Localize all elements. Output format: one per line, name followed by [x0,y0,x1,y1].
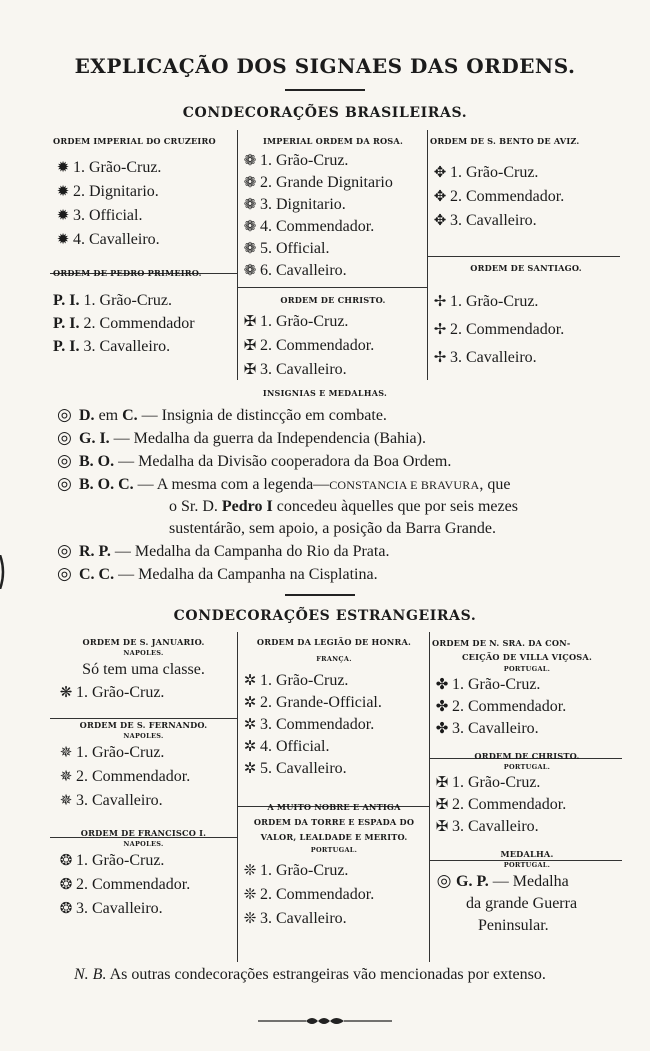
list-item: ✤ 2. Commendador. [432,696,622,718]
list-item: ✢ 3. Cavalleiro. [430,344,622,372]
country-label: PORTUGAL. [503,861,551,869]
list-item: ✢ 1. Grão-Cruz. [430,288,622,316]
list-item: ✲ 1. Grão-Cruz. [240,670,428,692]
list-item: ✵ 2. Commendador. [50,765,237,789]
section-title-estrangeiras: CONDECORAÇÕES ESTRANGEIRAS. [173,608,477,624]
rose-medal-icon: ❁ [243,219,257,235]
column-divider [237,632,238,962]
star-medal-icon: ✹ [56,184,70,200]
list-item: ❋ 1. Grão-Cruz. [50,681,237,705]
medal-row: ◎ B. O. — Medalha da Divisão cooperadora da Boa Ordem. [57,451,452,470]
list-item: P. I. 3. Cavalleiro. [53,338,171,355]
list-item: ✲ 3. Commendador. [240,714,428,736]
country-label: PORTUGAL. [310,846,358,854]
fernando-cross-icon: ✵ [59,769,73,785]
christ-cross-icon: ✠ [243,362,257,378]
column-franca-torre [240,636,428,931]
ornament-divider-icon [258,1014,392,1028]
list-item: ❂ 3. Cavalleiro. [50,897,237,921]
section-title-brasileiras: CONDECORAÇÕES BRASILEIRAS. [182,105,468,121]
list-item: ❂ 2. Commendador. [50,873,237,897]
margin-mark [0,555,6,589]
list-item: ✤ 1. Grão-Cruz. [432,674,622,696]
order-heading: ORDEM DE S. BENTO DE AVIZ. [430,136,580,146]
list-item: ✠ 3. Cavalleiro. [240,358,426,382]
country-label: PORTUGAL. [503,665,551,673]
list-item: P. I. 1. Grão-Cruz. [53,292,172,309]
star-medal-icon: ✹ [56,160,70,176]
legion-star-icon: ✲ [243,717,257,733]
list-item: ✵ 1. Grão-Cruz. [50,741,237,765]
order-heading: ORDEM DE N. SRA. DA CON- [432,638,571,648]
medal-row: ◎ R. P. — Medalha da Campanha do Rio da Prata. [57,541,390,560]
list-item: ❊ 3. Cavalleiro. [240,907,428,931]
list-item: P. I. 2. Commendador [53,315,195,332]
medal-row-continuation: o Sr. D. Pedro I concedeu àquelles que por seis mezes [169,498,518,515]
legion-star-icon: ✲ [243,739,257,755]
order-heading: ORDEM IMPERIAL DO CRUZEIRO [53,136,216,146]
fernando-cross-icon: ✵ [59,745,73,761]
ring-medal-icon: ◎ [436,871,452,890]
tower-star-icon: ❊ [243,911,257,927]
page-title: EXPLICAÇÃO DOS SIGNAES DAS ORDENS. [74,54,576,78]
column-napoles [50,636,237,921]
list-item: ✲ 5. Cavalleiro. [240,758,428,780]
order-heading: ORDEM DA TORRE E ESPADA DO [253,817,415,827]
aviz-cross-icon: ✥ [433,165,447,181]
legion-star-icon: ✲ [243,695,257,711]
order-heading: ORDEM DE SANTIAGO. [470,263,582,273]
list-item: ✢ 2. Commendador. [430,316,622,344]
list-item: ❊ 1. Grão-Cruz. [240,859,428,883]
country-label: FRANÇA. [316,655,352,663]
francisco-medal-icon: ❂ [59,853,73,869]
francisco-medal-icon: ❂ [59,877,73,893]
country-label: NAPOLES. [123,732,164,740]
star-medal-icon: ✹ [56,208,70,224]
christ-cross-icon: ✠ [435,775,449,791]
footnote: N. B. As outras condecorações estrangeiras vão mencionadas por extenso. [74,966,546,983]
tower-star-icon: ❊ [243,863,257,879]
order-heading: CEIÇÃO DE VILLA VIÇOSA. [461,652,593,662]
medal-row-continuation: da grande Guerra [466,895,578,912]
ring-medal-icon: ◎ [57,428,72,447]
ring-medal-icon: ◎ [57,451,72,470]
rose-medal-icon: ❁ [243,175,257,191]
list-item: ❁ 3. Dignitario. [240,194,426,216]
tower-star-icon: ❊ [243,887,257,903]
insignias-heading: INSIGNIAS E MEDALHAS. [262,388,388,398]
list-item: ❊ 2. Commendador. [240,883,428,907]
legion-star-icon: ✲ [243,673,257,689]
list-item: ✹ 1. Grão-Cruz. [53,156,237,180]
list-item: ✠ 3. Cavalleiro. [432,816,622,838]
class-note: Só tem uma classe. [82,661,205,678]
santiago-cross-icon: ✢ [433,322,447,338]
list-item: ✤ 3. Cavalleiro. [432,718,622,740]
aviz-cross-icon: ✥ [433,189,447,205]
order-heading: ORDEM DE CHRISTO. [474,751,580,761]
rose-medal-icon: ❁ [243,197,257,213]
ring-medal-icon: ◎ [57,474,72,493]
conceicao-cross-icon: ✤ [435,699,449,715]
column-portugal [432,636,622,937]
order-heading: ORDEM DA LEGIÃO DE HONRA. [256,637,412,647]
column-divider [427,130,428,380]
list-item: ❂ 1. Grão-Cruz. [50,849,237,873]
ring-medal-icon: ◎ [57,564,72,583]
ring-medal-icon: ◎ [57,541,72,560]
section-rule [285,594,355,596]
column-rosa-christo [240,135,426,382]
list-item: ✥ 3. Cavalleiro. [430,209,622,233]
list-item: ✹ 4. Cavalleiro. [53,228,237,252]
christ-cross-icon: ✠ [435,797,449,813]
santiago-cross-icon: ✢ [433,294,447,310]
column-cruzeiro-pedro [53,135,237,358]
order-heading: IMPERIAL ORDEM DA ROSA. [262,136,404,146]
medal-list [57,404,627,586]
francisco-medal-icon: ❂ [59,901,73,917]
list-item: ❁ 2. Grande Dignitario [240,172,426,194]
list-item: ✥ 1. Grão-Cruz. [430,161,622,185]
order-heading: ORDEM DE S. FERNANDO. [79,720,208,730]
ring-medal-icon: ◎ [57,405,72,424]
list-item: ❁ 4. Commendador. [240,216,426,238]
medal-row: ◎ G. P. — Medalha [432,870,622,893]
country-label: NAPOLES. [123,840,164,848]
medal-row: ◎ B. O. C. — A mesma com a legenda—CONSTANCIA E BRAVURA, que [57,474,511,493]
list-item: ✠ 1. Grão-Cruz. [432,772,622,794]
order-heading: ORDEM DE FRANCISCO I. [80,828,207,838]
list-item: ✠ 1. Grão-Cruz. [240,310,426,334]
country-label: NAPOLES. [123,649,164,657]
column-aviz-santiago [430,135,622,372]
rose-medal-icon: ❁ [243,263,257,279]
order-heading: ORDEM DE PEDRO PRIMEIRO. [53,268,202,278]
order-heading: VALOR, LEALDADE E MERITO. [260,832,408,842]
medal-row-continuation: sustentárão, sem apoio, a posição da Barra Grande. [169,520,496,537]
list-item: ✲ 4. Official. [240,736,428,758]
christ-cross-icon: ✠ [243,314,257,330]
list-item: ❁ 6. Cavalleiro. [240,260,426,282]
snowflake-cross-icon: ❋ [59,685,73,701]
order-heading: ORDEM DE S. JANUARIO. [82,637,205,647]
conceicao-cross-icon: ✤ [435,721,449,737]
medal-row: ◎ C. C. — Medalha da Campanha na Cisplatina. [57,564,378,583]
medal-row: ◎ G. I. — Medalha da guerra da Independencia (Bahia). [57,428,426,447]
list-item: ✥ 2. Commendador. [430,185,622,209]
medal-row: ◎ D. em C. — Insignia de distincção em combate. [57,405,387,424]
medal-row-continuation: Peninsular. [478,917,549,934]
list-item: ✹ 2. Dignitario. [53,180,237,204]
column-divider [237,130,238,380]
list-item: ✠ 2. Commendador. [240,334,426,358]
star-medal-icon: ✹ [56,232,70,248]
title-rule [285,89,365,91]
aviz-cross-icon: ✥ [433,213,447,229]
santiago-cross-icon: ✢ [433,350,447,366]
christ-cross-icon: ✠ [243,338,257,354]
list-item: ✵ 3. Cavalleiro. [50,789,237,813]
list-item: ❁ 5. Official. [240,238,426,260]
conceicao-cross-icon: ✤ [435,677,449,693]
column-divider [429,632,430,962]
rose-medal-icon: ❁ [243,153,257,169]
list-item: ✠ 2. Commendador. [432,794,622,816]
legion-star-icon: ✲ [243,761,257,777]
fernando-cross-icon: ✵ [59,793,73,809]
list-item: ❁ 1. Grão-Cruz. [240,150,426,172]
order-heading: MEDALHA. [500,849,554,859]
list-item: ✹ 3. Official. [53,204,237,228]
order-heading: ORDEM DE CHRISTO. [280,295,386,305]
list-item: ✲ 2. Grande-Official. [240,692,428,714]
country-label: PORTUGAL. [503,763,551,771]
order-heading: A MUITO NOBRE E ANTIGA [267,802,401,812]
rose-medal-icon: ❁ [243,241,257,257]
christ-cross-icon: ✠ [435,819,449,835]
